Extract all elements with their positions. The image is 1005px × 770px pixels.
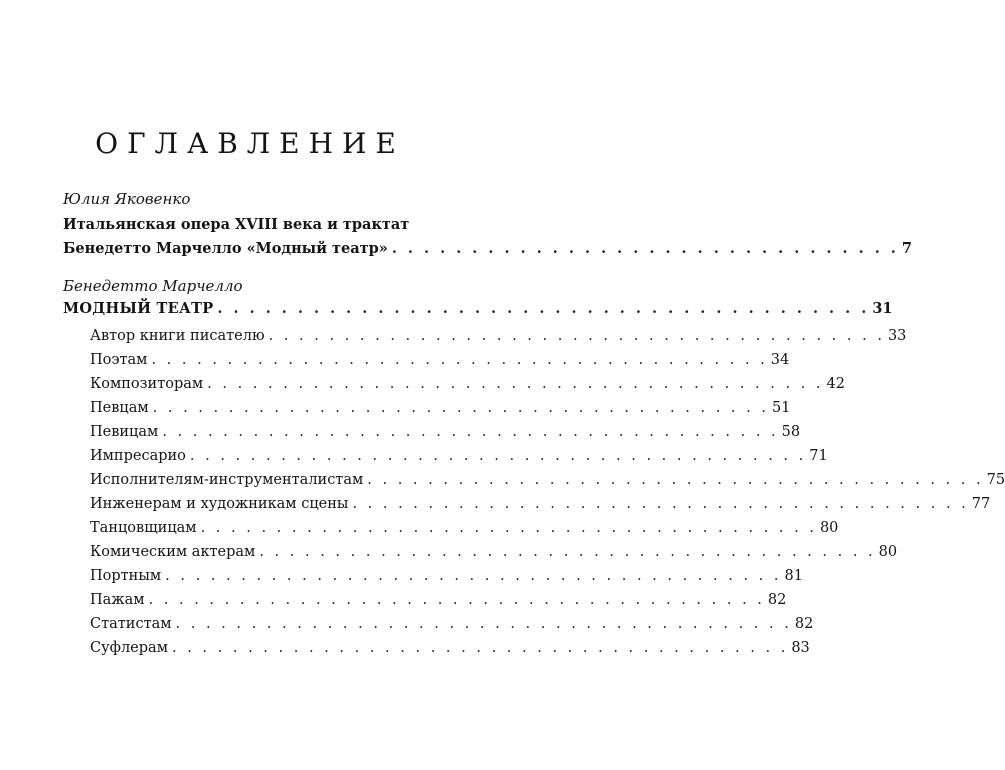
toc-entry-title: Пажам [90, 592, 145, 608]
dot-leader: . . . . . . . . . . . . . . . . . . . . . . . . . . . . . . . . . . . . . . . . . [151, 352, 768, 368]
page-number: 51 [771, 400, 791, 416]
dot-leader: . . . . . . . . . . . . . . . . . . . . . . . . . . . . . . . . . . . . . . . . . [268, 328, 885, 344]
toc-entry[interactable] [90, 494, 991, 514]
dot-leader: . . . . . . . . . . . . . . . . . . . . . . . . . . . . . . . . . . . . . . . . . [175, 616, 792, 632]
page-number: 71 [809, 448, 828, 464]
toc-entry-title: Импресарио [90, 448, 186, 464]
dot-leader: . . . . . . . . . . . . . . . . . . . . . . . . . . . . . . . . . . . . . . . . . [171, 640, 789, 656]
dot-leader: . . . . . . . . . . . . . . . . . . . . . . . . . . . . . . . . . . . . . . . . . [259, 544, 876, 560]
toc-entry-title: Танцовщицам [90, 520, 197, 536]
toc-entry[interactable] [90, 326, 907, 346]
page-number: 42 [826, 376, 845, 392]
page-number: 7 [901, 240, 912, 257]
toc-entry-main[interactable] [63, 299, 893, 319]
dot-leader: . . . . . . . . . . . . . . . . . . . . . . . . . . . . . . . . . . . . . . . . . [152, 400, 769, 416]
page-number: 58 [781, 424, 801, 440]
dot-leader: . . . . . . . . . . . . . . . . . . . . . . . . . . . . . . . . . . . . . . . . . [165, 568, 782, 584]
toc-entry[interactable] [90, 422, 801, 442]
toc-entry[interactable] [90, 398, 791, 418]
page-number: 75 [986, 472, 1005, 488]
toc-entry[interactable] [90, 542, 898, 562]
toc-entry-title: Певцам [90, 400, 149, 416]
toc-entry-title: Портным [90, 568, 162, 584]
toc-entry[interactable] [90, 470, 1005, 490]
page-number: 83 [791, 640, 810, 656]
page-number: 82 [767, 592, 787, 608]
toc-entry[interactable] [90, 518, 839, 538]
dot-leader: . . . . . . . . . . . . . . . . . . . . . . . . . . . . . . . . . . . . . . . . . [162, 424, 779, 440]
toc-entry-title: Поэтам [90, 352, 148, 368]
toc-entry-title: Автор книги писателю [90, 328, 265, 344]
toc-entry-title: Статистам [90, 616, 172, 632]
dot-leader: . . . . . . . . . . . . . . . . . . . . . . . . . . . . . . . . [391, 240, 899, 257]
toc-entry-title: Певицам [90, 424, 159, 440]
page-number: 80 [819, 520, 839, 536]
toc-entry[interactable] [90, 446, 828, 466]
intro-title-line-1: Итальянская опера XVIII века и трактат [63, 216, 410, 233]
intro-title-line-2: Бенедетто Марчелло «Модный театр» [63, 240, 388, 257]
main-author: Бенедетто Марчелло [63, 277, 243, 295]
toc-entry-title: Суфлерам [90, 640, 168, 656]
toc-entry-intro[interactable] [63, 239, 912, 259]
toc-entry[interactable] [90, 614, 814, 634]
toc-entry-title: Исполнителям-инструменталистам [90, 472, 364, 488]
toc-entry[interactable] [90, 638, 810, 658]
page-number: 82 [794, 616, 814, 632]
toc-entry-title: Комическим актерам [90, 544, 256, 560]
dot-leader: . . . . . . . . . . . . . . . . . . . . . . . . . . . . . . . . . . . . . . . . . [217, 300, 870, 317]
page-title: ОГЛАВЛЕНИЕ [95, 127, 405, 160]
toc-entry[interactable] [90, 350, 790, 370]
dot-leader: . . . . . . . . . . . . . . . . . . . . . . . . . . . . . . . . . . . . . . . . . [148, 592, 765, 608]
page-number: 34 [770, 352, 790, 368]
toc-entry-title: Инженерам и художникам сцены [90, 496, 349, 512]
toc-entry-title: Композиторам [90, 376, 204, 392]
dot-leader: . . . . . . . . . . . . . . . . . . . . . . . . . . . . . . . . . . . . . . . . . [189, 448, 807, 464]
intro-author: Юлия Яковенко [63, 190, 191, 208]
toc-entry[interactable] [90, 566, 803, 586]
main-title: МОДНЫЙ ТЕАТР [63, 300, 214, 317]
page-number: 31 [872, 300, 893, 317]
dot-leader: . . . . . . . . . . . . . . . . . . . . . . . . . . . . . . . . . . . . . . . . . [367, 472, 984, 488]
dot-leader: . . . . . . . . . . . . . . . . . . . . . . . . . . . . . . . . . . . . . . . . . [352, 496, 969, 512]
page-number: 81 [784, 568, 803, 584]
page-number: 77 [971, 496, 991, 512]
dot-leader: . . . . . . . . . . . . . . . . . . . . . . . . . . . . . . . . . . . . . . . . . [207, 376, 824, 392]
page-number: 33 [887, 328, 907, 344]
dot-leader: . . . . . . . . . . . . . . . . . . . . . . . . . . . . . . . . . . . . . . . . . [200, 520, 817, 536]
toc-entry[interactable] [90, 590, 787, 610]
toc-entry[interactable] [90, 374, 845, 394]
page-number: 80 [878, 544, 898, 560]
